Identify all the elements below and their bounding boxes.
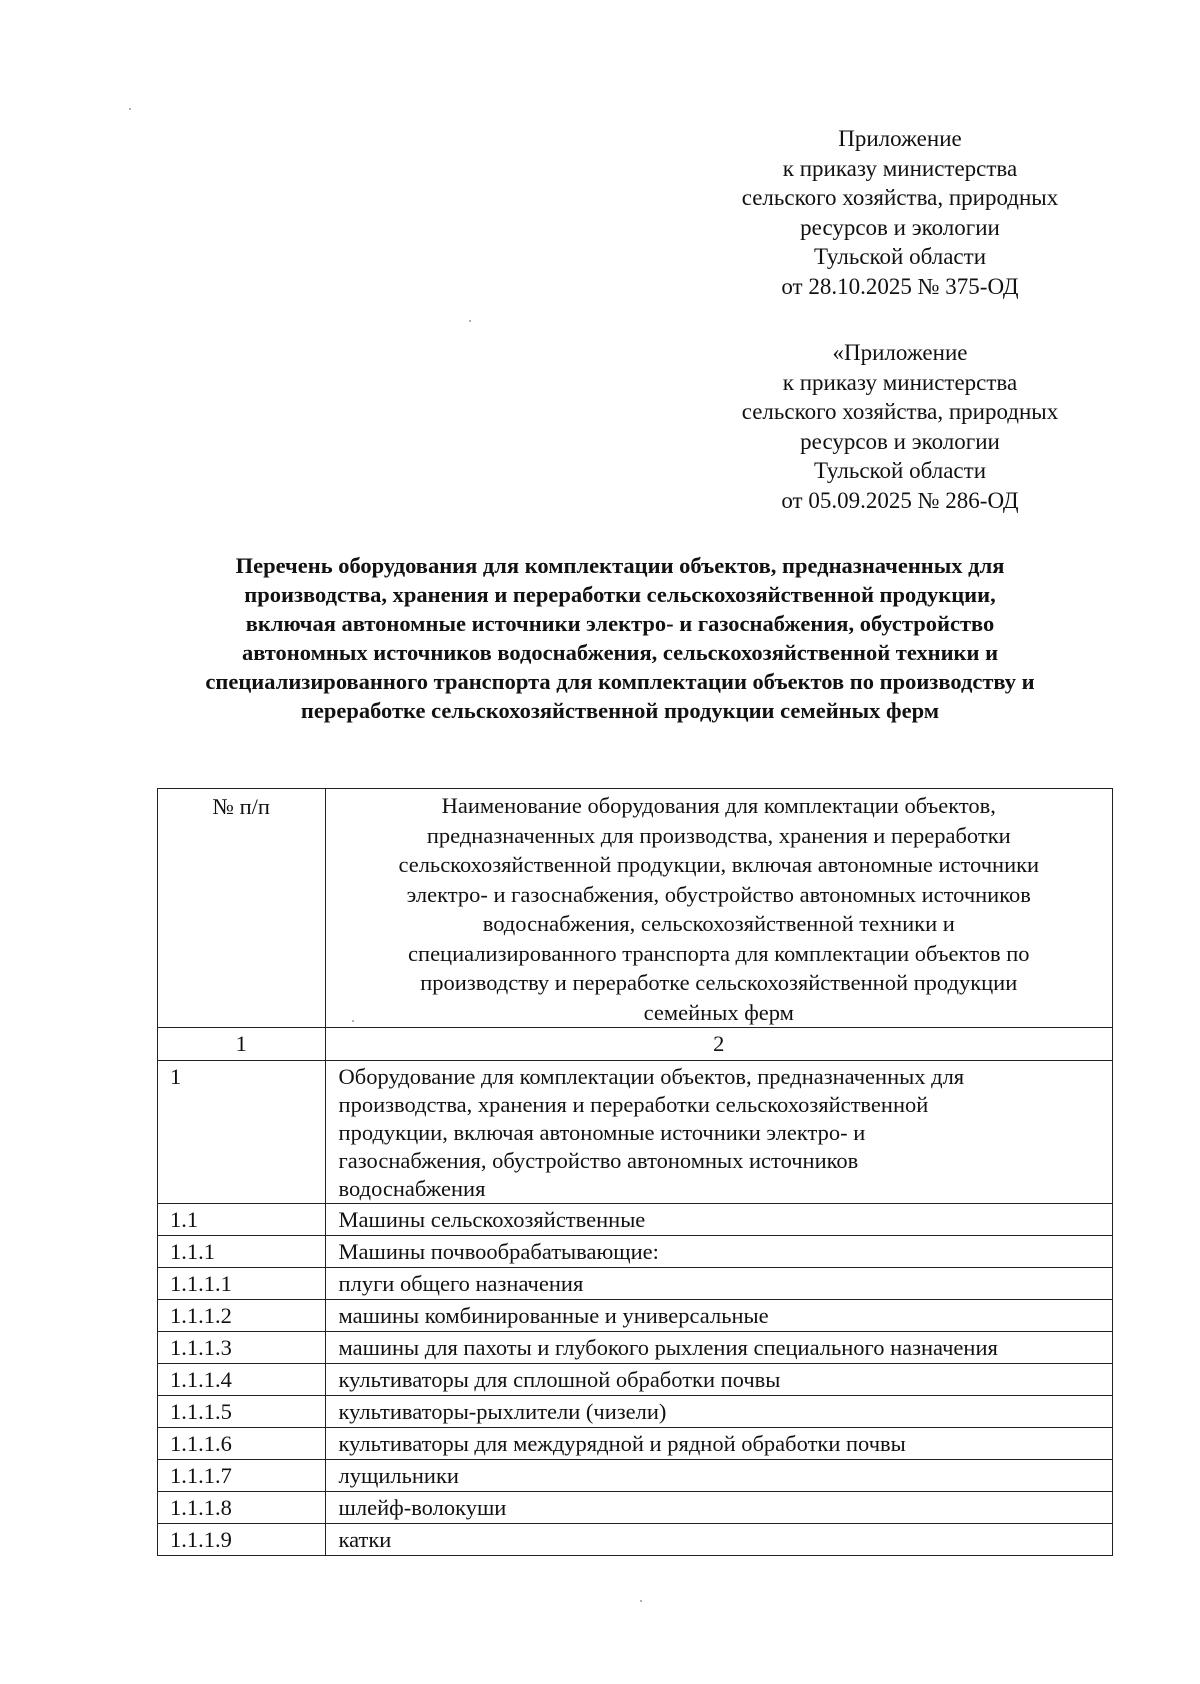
header-name-line: предназначенных для производства, хранения и переработки [426,822,1011,848]
row-name-line: газоснабжения, обустройство автономных источников [338,1148,859,1173]
row-name: катки [325,1524,1112,1556]
table-row [158,1364,1113,1396]
row-name: шлейф-волокуши [325,1492,1112,1524]
row-name: машины комбинированные и универсальные [325,1300,1112,1332]
appendix-line: Тульской области [813,244,987,269]
title-line: включая автономные источники электро- и газоснабжения, обустройство [245,611,995,636]
row-name-line: производства, хранения и переработки сельскохозяйственной [338,1092,929,1117]
table-row [158,1428,1113,1460]
appendix-line: к приказу министерства [782,155,1018,181]
title-line: Перечень оборудования для комплектации объектов, предназначенных для [235,553,1005,578]
column-index: 1 [158,1028,326,1061]
row-number: 1.1.1.3 [158,1332,326,1364]
row-name-line: продукции, включая автономные источники электро- и [338,1120,866,1145]
section-row [158,1061,1113,1204]
row-name-line: водоснабжения [338,1176,486,1201]
header-name-line: водоснабжения, сельскохозяйственной техники и [482,911,955,936]
table-row [158,1396,1113,1428]
scan-speck [640,1600,642,1602]
appendix-line: сельского хозяйства, природных [741,185,1059,210]
appendix-line: сельского хозяйства, природных [741,399,1059,424]
row-number: 1.1.1.5 [158,1396,326,1428]
row-name: культиваторы для сплошной обработки почвы [325,1364,1112,1396]
scan-speck [469,320,471,322]
table-row [158,1268,1113,1300]
appendix-line: к приказу министерства [782,369,1018,395]
row-number: 1.1 [158,1204,326,1236]
scan-speck [129,108,131,110]
row-number: 1.1.1.8 [158,1492,326,1524]
header-name-line: специализированного транспорта для комплектации объектов по [408,940,1030,966]
table-row [158,1236,1113,1268]
header-name-line: производству и переработке сельскохозяйственной продукции [420,970,1018,995]
title-line: автономных источников водоснабжения, сельскохозяйственной техники и [241,640,999,665]
row-number: 1.1.1.9 [158,1524,326,1556]
row-number: 1.1.1.2 [158,1300,326,1332]
document-title [130,551,1110,725]
row-number: 1 [158,1061,326,1204]
appendix-header [680,124,1120,301]
row-name: Машины почвообрабатывающие: [325,1236,1112,1268]
row-number: 1.1.1.4 [158,1364,326,1396]
header-name-line: сельскохозяйственной продукции, включая автономные источники [398,852,1040,877]
row-name [325,1061,1112,1204]
row-name: лущильники [325,1460,1112,1492]
appendix-date-line: от 28.10.2025 № 375-ОД [781,273,1019,299]
row-name: Машины сельскохозяйственные [325,1204,1112,1236]
row-number: 1.1.1 [158,1236,326,1268]
row-number: 1.1.1.1 [158,1268,326,1300]
appendix-line: «Приложение [832,340,968,365]
row-number: 1.1.1.7 [158,1460,326,1492]
appendix-line: ресурсов и экологии [800,214,1000,240]
title-line: производства, хранения и переработки сельскохозяйственной продукции, [244,582,996,607]
row-name-line: Оборудование для комплектации объектов, предназначенных для [338,1064,965,1089]
header-name-line: семейных ферм [643,999,794,1025]
row-name: культиваторы-рыхлители (чизели) [325,1396,1112,1428]
scan-speck [352,1020,354,1022]
row-name: машины для пахоты и глубокого рыхления специального назначения [325,1332,1112,1364]
table-row [158,1524,1113,1556]
header-name [325,789,1112,1028]
table-row [158,1300,1113,1332]
appendix-line: ресурсов и экологии [800,428,1000,454]
row-name: культиваторы для междурядной и рядной обработки почвы [325,1428,1112,1460]
appendix-line: Тульской области [813,458,987,483]
column-index: 2 [325,1028,1112,1061]
title-line: переработке сельскохозяйственной продукции семейных ферм [300,698,940,723]
header-number: № п/п [158,789,326,1028]
appendix-date-line: от 05.09.2025 № 286-ОД [781,487,1019,513]
appendix-quoted-header [680,338,1120,515]
table-row [158,1492,1113,1524]
row-name: плуги общего назначения [325,1268,1112,1300]
table-header-row [158,789,1113,1028]
table-row [158,1332,1113,1364]
table-row [158,1460,1113,1492]
equipment-table [157,788,1113,1556]
table-row [158,1204,1113,1236]
header-name-line: электро- и газоснабжения, обустройство автономных источников [406,881,1031,907]
header-name-line: Наименование оборудования для комплектации объектов, [441,793,996,818]
column-index-row [158,1028,1113,1061]
row-number: 1.1.1.6 [158,1428,326,1460]
title-line: специализированного транспорта для комплектации объектов по производству и [205,669,1035,694]
appendix-line: Приложение [838,126,962,151]
